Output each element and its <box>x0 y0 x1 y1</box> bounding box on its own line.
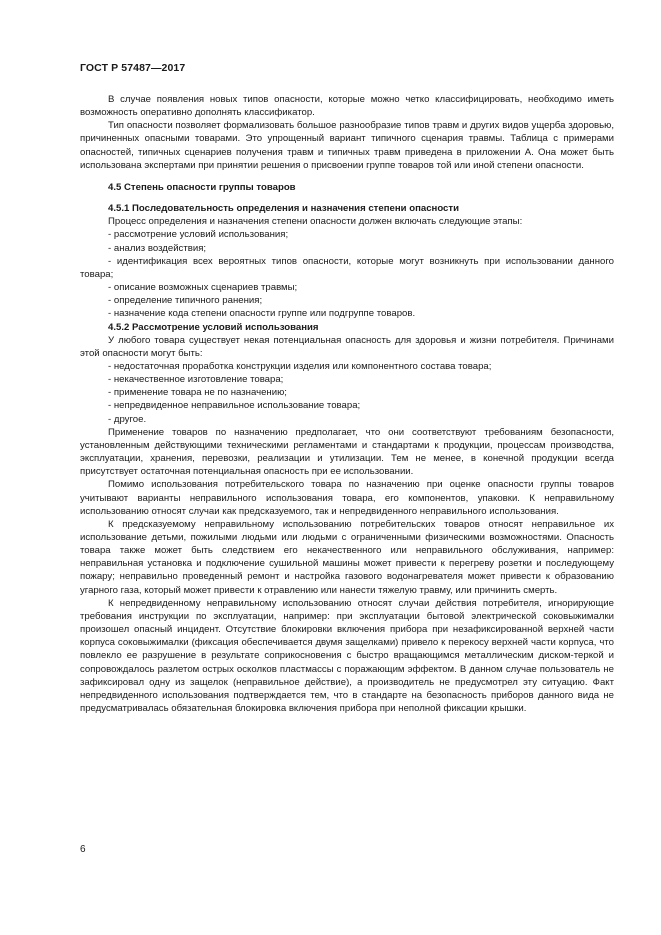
document-body <box>80 93 614 715</box>
list-item: - анализ воздействия; <box>108 242 207 254</box>
list-item: - непредвиденное неправильное использование товара; <box>108 400 361 412</box>
paragraph: Процесс определения и назначения степени опасности должен включать следующие этапы: <box>108 216 523 228</box>
paragraph: У любого товара существует некая потенциальная опасность для здоровья и жизни потребителя. Причинами этой опасности могут быть: <box>80 334 614 359</box>
list-item: - определение типичного ранения; <box>108 295 263 307</box>
list-item: - идентификация всех вероятных типов опасности, которые могут возникнуть при использовании данного товара; <box>80 255 614 280</box>
list-item: - рассмотрение условий использования; <box>108 229 289 241</box>
list-item: - применение товара не по назначению; <box>108 387 287 399</box>
paragraph: К непредвиденному неправильному использованию относят случаи действия потребителя, игнорирующие требования инструкции по эксплуатации, например: при эксплуатации бытовой электрической соковыжималки произошел опасный инцидент. Отсутствие блокировки включения прибора при незафиксированной верхней части корпуса соковыжималки (фиксация обеспечивается двумя защелками) привело к перекосу верхней части корпуса, что повлекло ее разрушение в результате соприкосновения с быстро вращающимся металлическим диском-теркой и сопровождалось разлетом острых осколков пластмассы с поражающим эффектом. В данном случае пользователь не зафиксировал одну из защелок (неправильное действие), а производитель не предусмотрел эту ситуацию. Факт непредвиденного использования подтверждается тем, что в стандарте на безопасность приборов данного вида не предусматривалась обязательная блокировка включения прибора при неполной фиксации крышки. <box>80 597 614 715</box>
page-number: 6 <box>80 844 86 855</box>
paragraph: Применение товаров по назначению предполагает, что они соответствуют требованиям безопасности, установленным действующими техническими регламентами и стандартами к продукции, процессам производства, эксплуатации, хранения, перевозки, реализации и утилизации. Тем не менее, в конечной продукции всегда присутствует остаточная потенциальная опасность при ее использовании. <box>80 426 614 478</box>
paragraph: К предсказуемому неправильному использованию потребительских товаров относят неправильное их использование детьми, пожилыми людьми или людьми с ограниченными физическими возможностями. Опасность товара также может быть следствием его некачественного или неправильного обслуживания, например: неправильная установка и подключение сушильной машины может привести к перегреву розетки и последующему пожару; неправильно проведенный ремонт и настройка газового водонагревателя может привести к образованию угарного газа, который может привести к отравлению или нанести тяжелую травму, или причинить смерть. <box>80 518 614 596</box>
paragraph: В случае появления новых типов опасности, которые можно четко классифицировать, необходимо иметь возможность оперативно дополнять классификатор. <box>80 94 614 119</box>
list-item: - назначение кода степени опасности группе или подгруппе товаров. <box>108 308 416 320</box>
list-item: - описание возможных сценариев травмы; <box>108 282 298 294</box>
paragraph: Тип опасности позволяет формализовать большое разнообразие типов травм и других видов ущерба здоровью, причиненных опасными товарами. Это упрощенный вариант типичного сценария травмы. Таблица с примерами опасностей, типичных сценариев получения травм и типичных травм приведена в приложении А. Она может быть использована экспертами при принятии решения о присвоении группе товаров той или иной степени опасности. <box>80 120 614 171</box>
paragraph: Помимо использования потребительского товара по назначению при оценке опасности группы товаров учитывают варианты неправильного использования товара, его компонентов, упаковки. К неправильному использованию относят случаи как предсказуемого, так и непредвиденного неправильного использования. <box>80 479 614 517</box>
document-header: ГОСТ Р 57487—2017 <box>80 62 186 74</box>
list-item: - недостаточная проработка конструкции изделия или компонентного состава товара; <box>108 360 492 372</box>
subsection-heading: 4.5.2 Рассмотрение условий использования <box>108 321 319 333</box>
subsection-heading: 4.5.1 Последовательность определения и назначения степени опасности <box>108 203 459 215</box>
list-item: - другое. <box>108 413 147 425</box>
list-item: - некачественное изготовление товара; <box>108 374 284 386</box>
section-heading: 4.5 Степень опасности группы товаров <box>108 181 296 193</box>
